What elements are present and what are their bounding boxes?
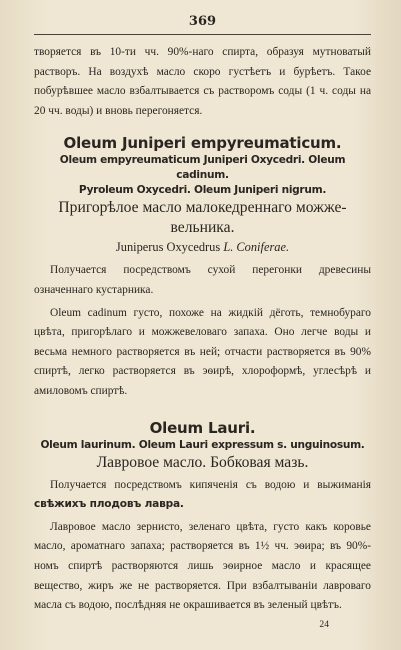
juniper-synonyms-2: Pyroleum Oxycedri. Oleum Juniperi nigrum. [78, 184, 327, 197]
laurel-para-1-bold: свѣжихъ плодовъ лавра. [34, 498, 184, 511]
top-paragraph: творяется въ 10-ти чч. 90%-наго спирта, образуя мутноватый растворъ. На воздухѣ масло скоро густѣетъ и бурѣетъ. Такое побурѣвшее масло взбалтывается съ растворомъ соды (1 ч. соды на 20 чч. воды) и вновь перегоняется. [34, 46, 371, 117]
laurel-para-2: Лавровое масло зернисто, зеленаго цвѣта, густо какъ коровье масло, ароматнаго запаха; растворяется въ 1½ чч. эѳира; въ 90%-номъ спиртѣ растворяются лишь эѳирное масло и красящее вещество, жиръ же не растворяется. При взбалтываніи лавроваго масла съ водою, послѣдняя не окрашивается въ зеленый цвѣтъ. [34, 520, 371, 612]
juniper-para-1: Получается посредствомъ сухой перегонки древесины означеннаго кустарника. [34, 264, 371, 296]
laurel-para-1 [34, 476, 371, 515]
juniper-plant-name: Juniperus Oxycedrus [115, 240, 221, 255]
juniper-russian-title-2: вельника. [170, 219, 235, 237]
spacer [34, 121, 371, 133]
juniper-plant-family: L. Coniferae. [223, 240, 290, 255]
laurel-heading: Oleum Lauri. [149, 418, 256, 437]
header-rule [34, 34, 371, 35]
juniper-heading: Oleum Juniperi empyreumaticum. [63, 134, 342, 153]
juniper-russian-title-1: Пригорѣлое масло малокедреннаго можже- [58, 199, 347, 217]
juniper-plant-source [34, 238, 371, 257]
laurel-russian-title: Лавровое масло. Бобковая мазь. [96, 453, 309, 471]
juniper-para-2: Oleum cadinum густо, похоже на жидкій дёготь, темнобураго цвѣта, пригорѣлаго и можжевеловаго запаха. Оно легче воды и весьма немного растворяется въ ней; отчасти растворяется въ 90% спиртѣ, легко растворяется въ эѳирѣ, хлороформѣ, углесѣрѣ и амиловомъ спиртѣ. [34, 306, 371, 397]
page-number: 369 [188, 14, 217, 29]
laurel-synonyms: Oleum laurinum. Oleum Lauri expressum s. unguinosum. [40, 438, 365, 451]
signature-mark: 24 [319, 619, 329, 630]
spacer [34, 402, 371, 418]
juniper-synonyms-1: Oleum empyreumaticum Juniperi Oxycedri. Oleum cadinum. [59, 154, 346, 182]
laurel-para-1-text: Получается посредствомъ кипяченія съ водою и выжиманія [50, 478, 371, 491]
